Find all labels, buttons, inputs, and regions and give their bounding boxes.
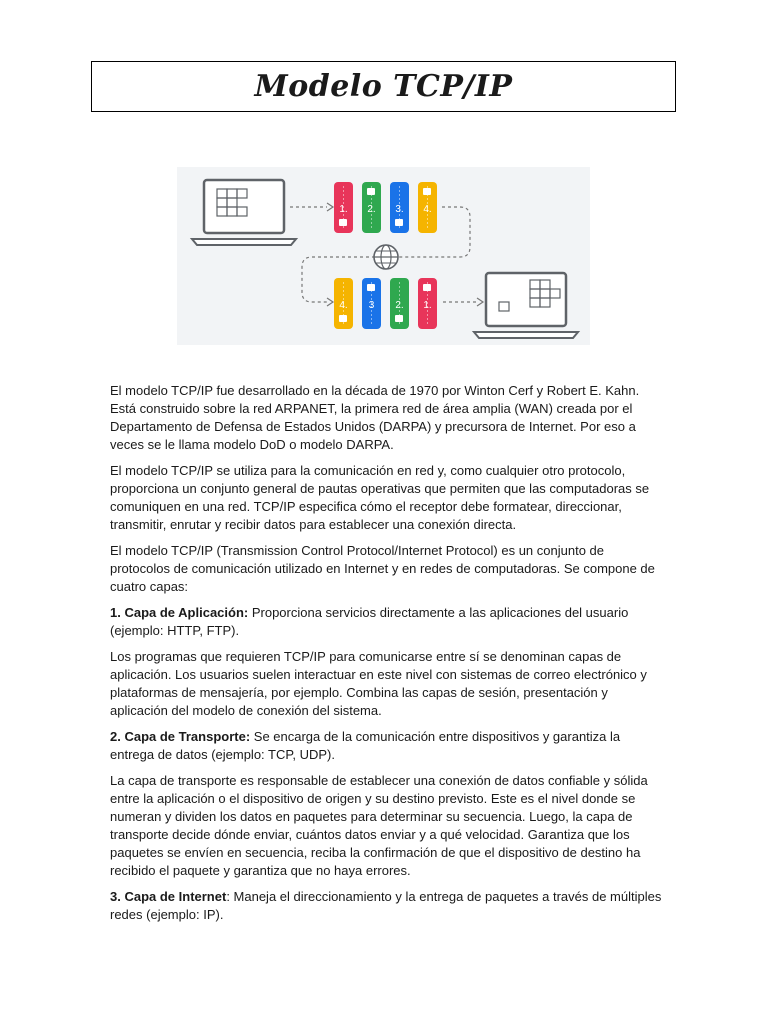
transport-layer-text: Se encarga de la comunicación entre dispositivos y garantiza la entrega de datos (ejemplo: TCP, UDP). [110, 729, 621, 762]
internet-globe-icon [374, 245, 398, 269]
transport-layer-item [110, 728, 666, 764]
application-layer-item [110, 604, 666, 640]
bottom-packet-3 [390, 278, 409, 329]
puzzle-piece-icon [367, 284, 375, 291]
top-packet-label: 4. [423, 204, 432, 215]
puzzle-piece-icon [423, 188, 431, 195]
top-packet-2 [362, 182, 381, 233]
puzzle-piece-icon [395, 315, 403, 322]
transport-layer-title: 2. Capa de Transporte: [110, 729, 251, 744]
internet-layer-text: : Maneja el direccionamiento y la entrega de paquetes a través de múltiples redes (ejemplo: IP). [110, 889, 662, 922]
intro-paragraph: El modelo TCP/IP fue desarrollado en la década de 1970 por Winton Cerf y Robert E. Kahn. Está construido sobre la red ARPANET, la primera red de área amplia (WAN) creada por el Departamento de Defensa de Estados Unidos (DARPA) y precursora de Internet. Por eso a veces se le llama modelo DoD o modelo DARPA. [110, 383, 640, 452]
transport-layer-paragraph: La capa de transporte es responsable de establecer una conexión de datos confiable y sólida entre la aplicación o el dispositivo de origen y su destino previsto. Este es el nivel donde se numeran y dividen los datos en paquetes para determinar su secuencia. Luego, la capa de transporte decide dónde enviar, cuántos datos enviar y a qué velocidad. Garantiza que los paquetes se envíen en secuencia, reciba la confirmación de que el dispositivo de destino ha recibido el paquete y garantiza que no haya errores. [110, 773, 648, 878]
application-layer-paragraph: Los programas que requieren TCP/IP para comunicarse entre sí se denominan capas de aplicación. Los usuarios suelen interactuar en este nivel con sistemas de correo electrónico y plataformas de mensajería, por ejemplo. Combina las capas de sesión, presentación y aplicación del modelo de conexión del sistema. [110, 649, 647, 718]
bottom-packet-label: 1. [423, 300, 432, 311]
page-title: Modelo TCP/IP [254, 69, 513, 104]
top-packet-label: 2. [367, 204, 376, 215]
application-layer-title: 1. Capa de Aplicación: [110, 605, 249, 620]
bottom-packet-1 [334, 278, 353, 329]
bottom-packet-2 [362, 278, 381, 329]
bottom-packet-4 [418, 278, 437, 329]
sender-laptop-icon [192, 180, 296, 245]
puzzle-piece-icon [423, 284, 431, 291]
article-body [110, 382, 666, 932]
top-packet-label: 3. [395, 204, 404, 215]
internet-layer-item [110, 888, 666, 924]
top-packet-label: 1. [339, 204, 348, 215]
puzzle-piece-icon [339, 315, 347, 322]
top-packet-1 [334, 182, 353, 233]
title-box [91, 61, 676, 112]
application-layer-text: Proporciona servicios directamente a las aplicaciones del usuario (ejemplo: HTTP, FTP). [110, 605, 629, 638]
bottom-packet-label: 3 [368, 300, 375, 311]
top-packet-4 [418, 182, 437, 233]
internet-layer-title: 3. Capa de Internet [110, 889, 227, 904]
receiver-laptop-icon [474, 273, 578, 338]
tcp-ip-diagram [177, 167, 590, 345]
puzzle-piece-icon [367, 188, 375, 195]
layers-intro-paragraph: El modelo TCP/IP (Transmission Control Protocol/Internet Protocol) es un conjunto de protocolos de comunicación utilizado en Internet y en redes de computadoras. Se compone de cuatro capas: [110, 543, 655, 594]
bottom-packet-label: 4. [339, 300, 348, 311]
top-packet-3 [390, 182, 409, 233]
puzzle-piece-icon [339, 219, 347, 226]
usage-paragraph: El modelo TCP/IP se utiliza para la comunicación en red y, como cualquier otro protocolo, proporciona un conjunto general de pautas operativas que permiten que las computadoras se comuniquen en una red. TCP/IP especifica cómo el receptor debe formatear, direccionar, transmitir, enrutar y recibir datos para establecer una conexión directa. [110, 463, 650, 532]
diagram-svg [177, 167, 590, 345]
bottom-packet-label: 2. [395, 300, 404, 311]
puzzle-piece-icon [395, 219, 403, 226]
